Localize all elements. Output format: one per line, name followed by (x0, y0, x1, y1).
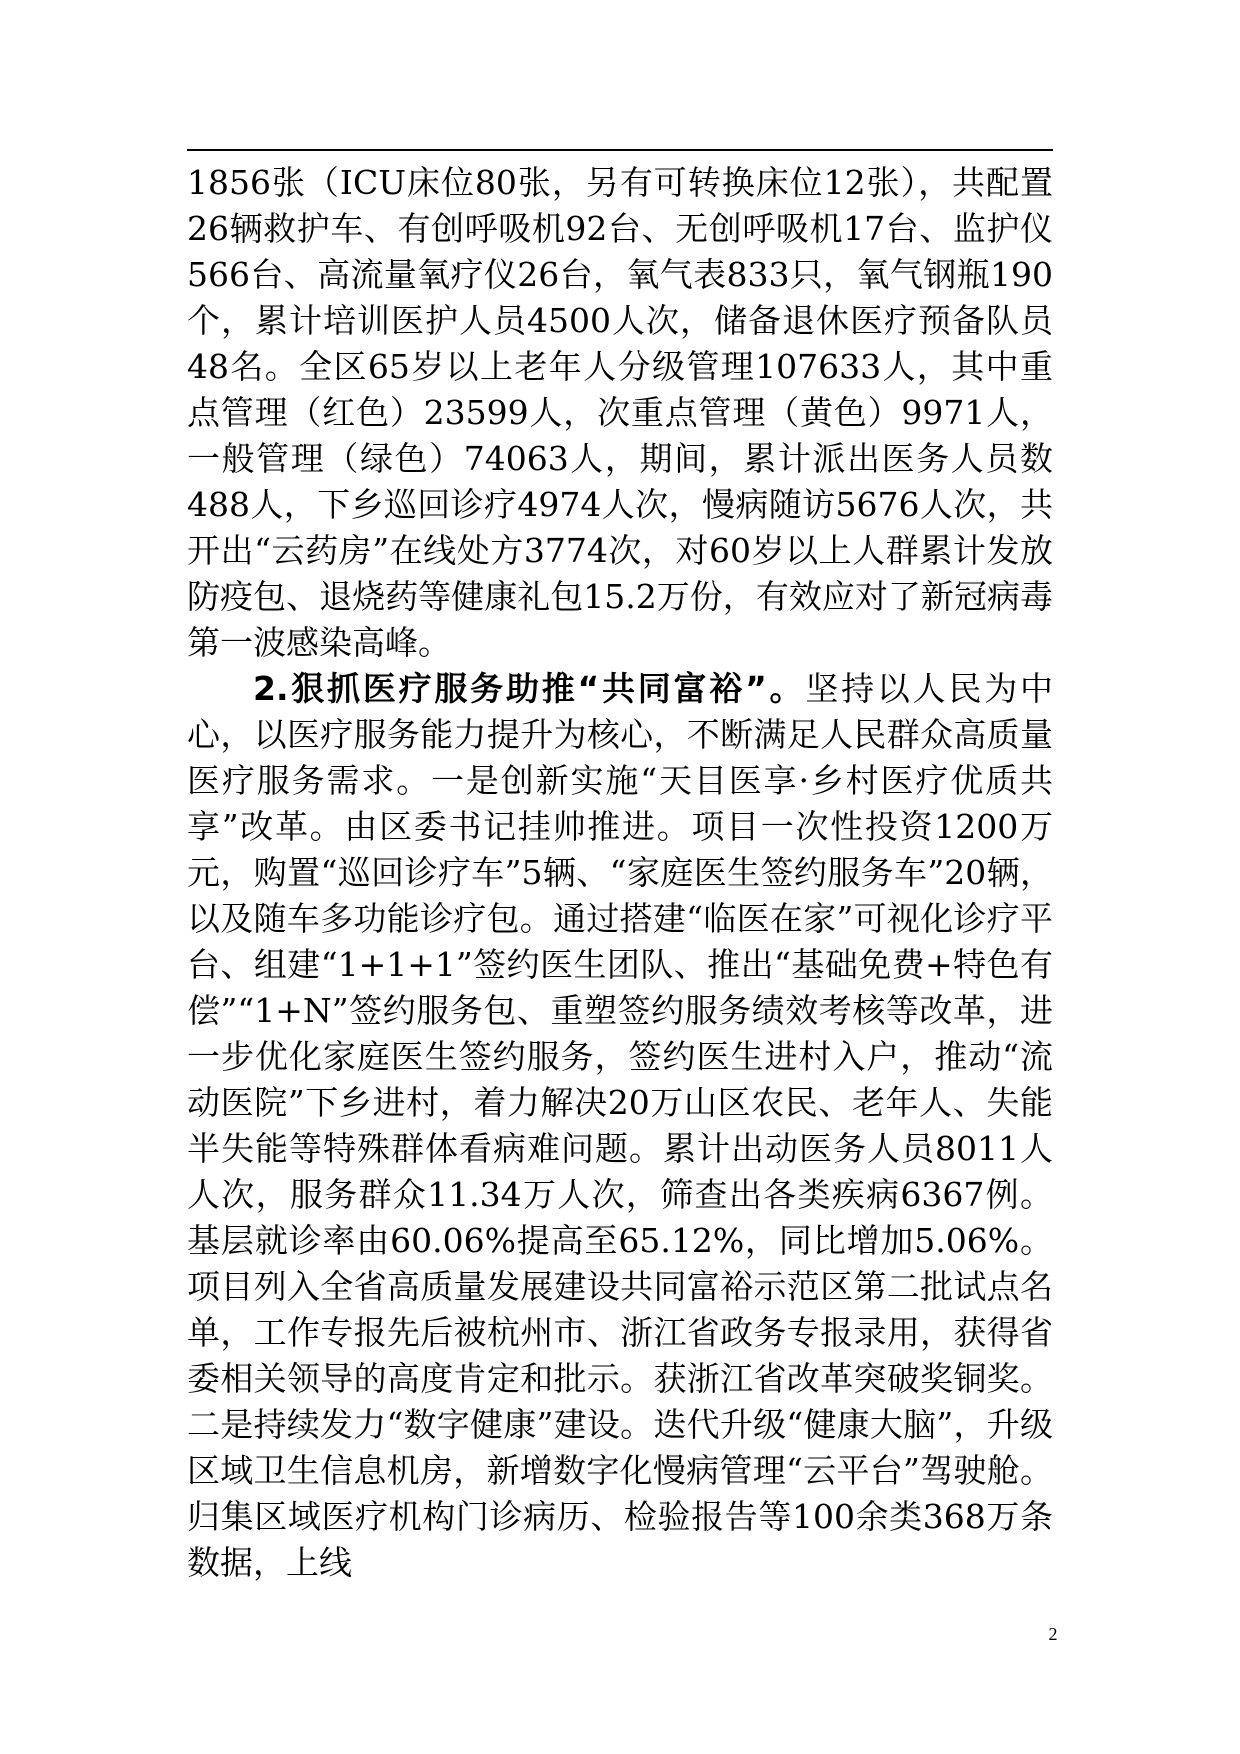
header-rule (187, 149, 1053, 151)
paragraph-2-text: 坚持以人民为中心，以医疗服务能力提升为核心，不断满足人民群众高质量医疗服务需求。一是创新实施“天目医享·乡村医疗优质共享”改革。由区委书记挂帅推进。项目一次性投资1200万元，购置“巡回诊疗车”5辆、“家庭医生签约服务车”20辆，以及随车多功能诊疗包。通过搭建“临医在家”可视化诊疗平台、组建“1+1+1”签约医生团队、推出“基础免费+特色有偿”“1+N”签约服务包、重塑签约服务绩效考核等改革，进一步优化家庭医生签约服务，签约医生进村入户，推动“流动医院”下乡进村，着力解决20万山区农民、老年人、失能半失能等特殊群体看病难问题。累计出动医务人员8011人人次，服务群众11.34万人次，筛查出各类疾病6367例。基层就诊率由60.06%提高至65.12%，同比增加5.06%。项目列入全省高质量发展建设共同富裕示范区第二批试点名单，工作专报先后被杭州市、浙江省政务专报录用，获得省委相关领导的高度肯定和批示。获浙江省改革突破奖铜奖。二是持续发力“数字健康”建设。迭代升级“健康大脑”，升级区域卫生信息机房，新增数字化慢病管理“云平台”驾驶舱。归集区域医疗机构门诊病历、检验报告等100余类368万条数据，上线 (187, 669, 1054, 1582)
paragraph-1 (187, 160, 1053, 666)
section-heading: 2.狠抓医疗服务助推“共同富裕”。 (253, 669, 806, 708)
paragraph-1-text: 1856张（ICU床位80张，另有可转换床位12张），共配置26辆救护车、有创呼吸机92台、无创呼吸机17台、监护仪566台、高流量氧疗仪26台，氧气表833只，氧气钢瓶190个，累计培训医护人员4500人次，储备退休医疗预备队员48名。全区65岁以上老年人分级管理107633人，其中重点管理（红色）23599人，次重点管理（黄色）9971人，一般管理（绿色）74063人，期间，累计派出医务人员数488人，下乡巡回诊疗4974人次，慢病随访5676人次，共开出“云药房”在线处方3774次，对60岁以上人群累计发放防疫包、退烧药等健康礼包15.2万份，有效应对了新冠病毒第一波感染高峰。 (187, 163, 1053, 662)
page-number: 2 (1048, 1624, 1058, 1644)
paragraph-2 (187, 666, 1053, 1586)
body-text (187, 160, 1053, 1586)
